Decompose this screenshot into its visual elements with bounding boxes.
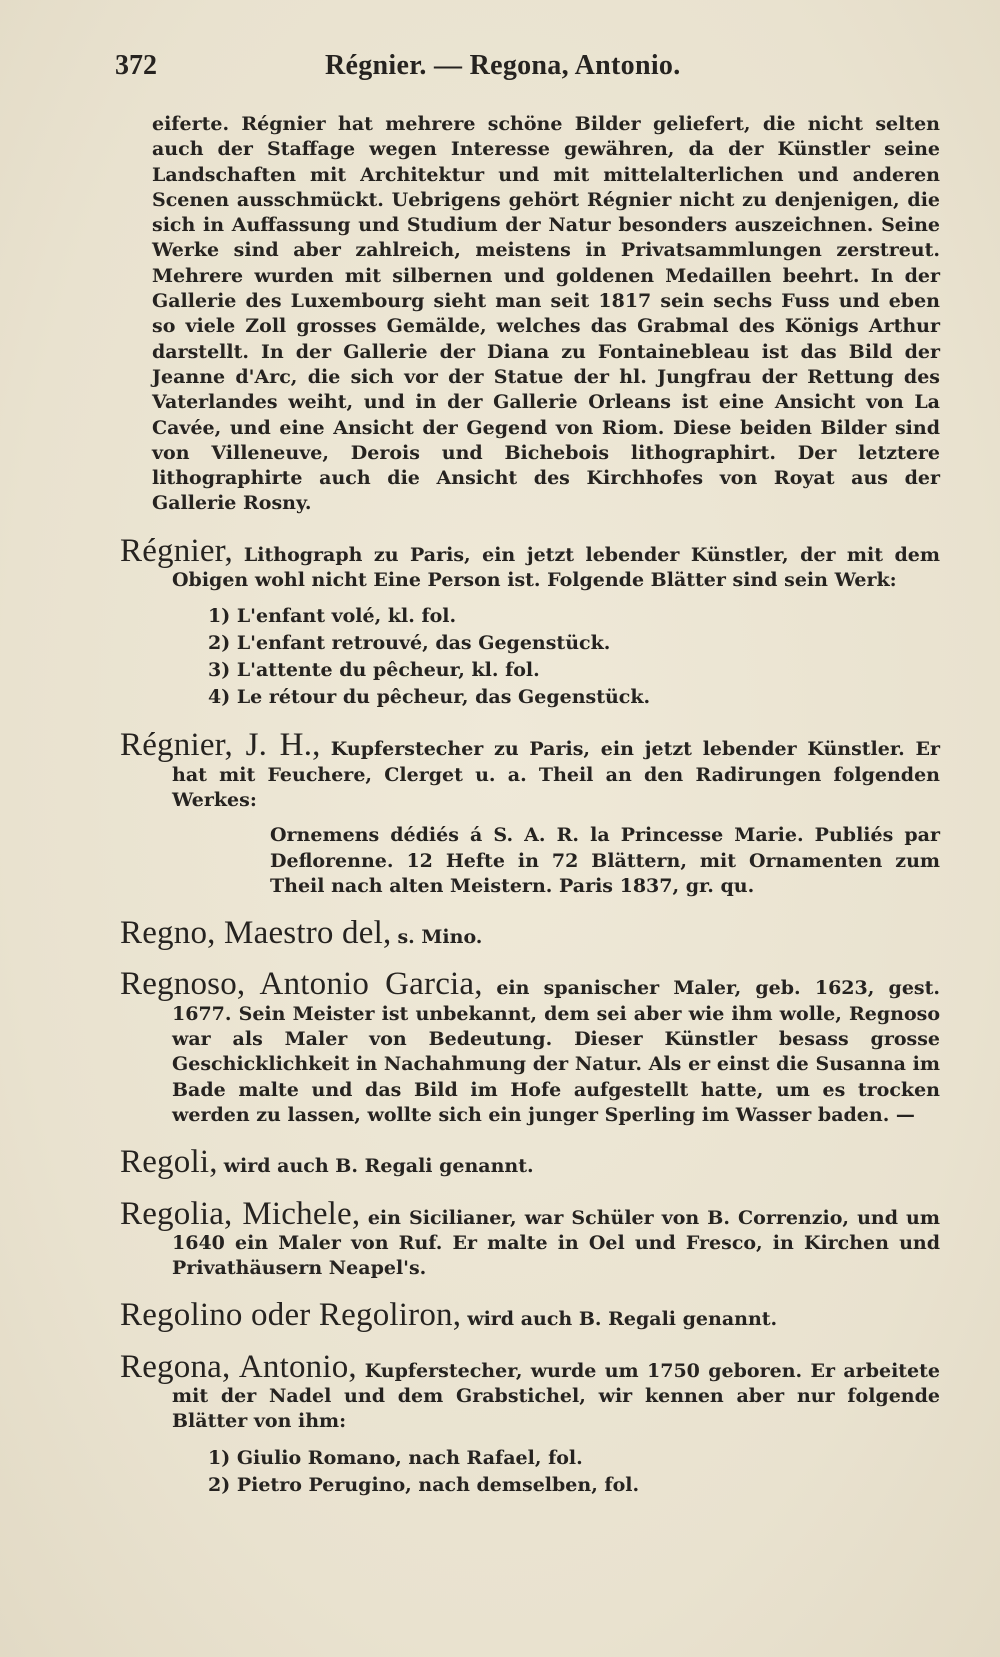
entry-headword: Regnoso, Antonio Garcia, [120, 966, 483, 1003]
entry-text: ein spanischer Maler, geb. 1623, gest. 1677. Sein Meister ist unbekannt, dem sei aber wie ihm wolle, Regnoso war als Maler von Bedeutung. Dieser Künstler besass grosse Geschicklichkeit in Nachahmung der Natur. Als er einst die Susanna im Bade malte und das Bild im Hofe aufgestellt hatte, um es trocken werden zu lassen, wollte sich ein junger Sperling im Wasser baden. — [172, 977, 940, 1126]
entry-text: Lithograph zu Paris, ein jetzt lebender Künstler, der mit dem Obigen wohl nicht Eine Person ist. Folgende Blätter sind sein Werk: [172, 543, 940, 592]
body-text [120, 112, 940, 1521]
entry-regnoso [120, 966, 940, 1128]
entry-headword: Régnier, J. H., [120, 727, 321, 764]
list-item: 2) L'enfant retrouvé, das Gegenstück. [208, 632, 611, 655]
list-item: 1) Giulio Romano, nach Rafael, fol. [208, 1446, 583, 1469]
works-list [208, 603, 940, 711]
entry-text: wird auch B. Regali genannt. [223, 1155, 534, 1178]
entry-regnier [120, 532, 940, 712]
list-item: 3) L'attente du pêcheur, kl. fol. [208, 659, 540, 682]
entry-text: Kupferstecher zu Paris, ein jetzt lebender Künstler. Er hat mit Feuchere, Clerget u. a. Theil an den Radirungen folgenden Werkes: [172, 738, 940, 811]
entry-text: Kupferstecher, wurde um 1750 geboren. Er arbeitete mit der Nadel und dem Grabstichel, wir kennen aber nur folgende Blätter von ihm: [172, 1359, 941, 1433]
entry-regoli [120, 1144, 940, 1181]
entry-regnier-jh [120, 727, 940, 899]
list-item: 2) Pietro Perugino, nach demselben, fol. [208, 1473, 640, 1496]
entry-headword: Regona, Antonio, [120, 1348, 357, 1385]
entry-headword: Regoli, [120, 1144, 218, 1181]
entry-regolia [120, 1195, 940, 1282]
page-number: 372 [115, 50, 157, 81]
works-list [208, 1445, 940, 1499]
page-header [115, 50, 935, 90]
entry-text: wird auch B. Regali genannt. [467, 1308, 778, 1331]
running-head: Régnier. — Regona, Antonio. [325, 50, 681, 81]
entry-headword: Regolia, Michele, [120, 1195, 361, 1232]
entry-headword: Regno, Maestro del, [120, 915, 392, 952]
entry-text: s. Mino. [397, 926, 483, 949]
continuation-paragraph: eiferte. Régnier hat mehrere schöne Bilder geliefert, die nicht selten auch der Staffage wegen Interesse gewähren, da der Künstler seine Landschaften mit Architektur und mit mittelalterlichen und anderen Scenen ausschmückt. Uebrigens gehört Régnier nicht zu denjenigen, die sich in Auffassung und Studium der Natur besonders auszeichnen. Seine Werke sind aber zahlreich, meistens in Privatsammlungen zerstreut. Mehrere wurden mit silbernen und goldenen Medaillen beehrt. In der Gallerie des Luxembourg sieht man seit 1817 sein sechs Fuss und eben so viele Zoll grosses Gemälde, welches das Grabmal des Königs Arthur darstellt. In der Gallerie der Diana zu Fontainebleau ist das Bild der Jeanne d'Arc, die sich vor der Statue der hl. Jungfrau der Rettung des Vaterlandes weiht, und in der Gallerie Orleans ist eine Ansicht von La Cavée, und eine Ansicht der Gegend von Riom. Diese beiden Bilder sind von Villeneuve, Derois und Bichebois lithographirt. Der letztere lithographirte auch die Ansicht des Kirchhofes von Royat aus der Gallerie Rosny. [152, 113, 940, 515]
entry-headword: Régnier, [120, 532, 233, 569]
entry-regno [120, 915, 940, 952]
entry-text: ein Sicilianer, war Schüler von B. Correnzio, und um 1640 ein Maler von Ruf. Er malte in Oel und Fresco, in Kirchen und Privathäusern Neapel's. [172, 1206, 940, 1280]
entry-regona [120, 1348, 941, 1499]
entry-regolino [120, 1297, 940, 1334]
list-item: 4) Le rétour du pêcheur, das Gegenstück. [208, 686, 651, 709]
work-citation: Ornemens dédiés á S. A. R. la Princesse Marie. Publiés par Deflorenne. 12 Hefte in 72 Blättern, mit Ornamenten zum Theil nach alten Meistern. Paris 1837, gr. qu. [270, 824, 940, 897]
list-item: 1) L'enfant volé, kl. fol. [208, 605, 457, 628]
entry-headword: Regolino oder Regoliron, [120, 1297, 462, 1334]
